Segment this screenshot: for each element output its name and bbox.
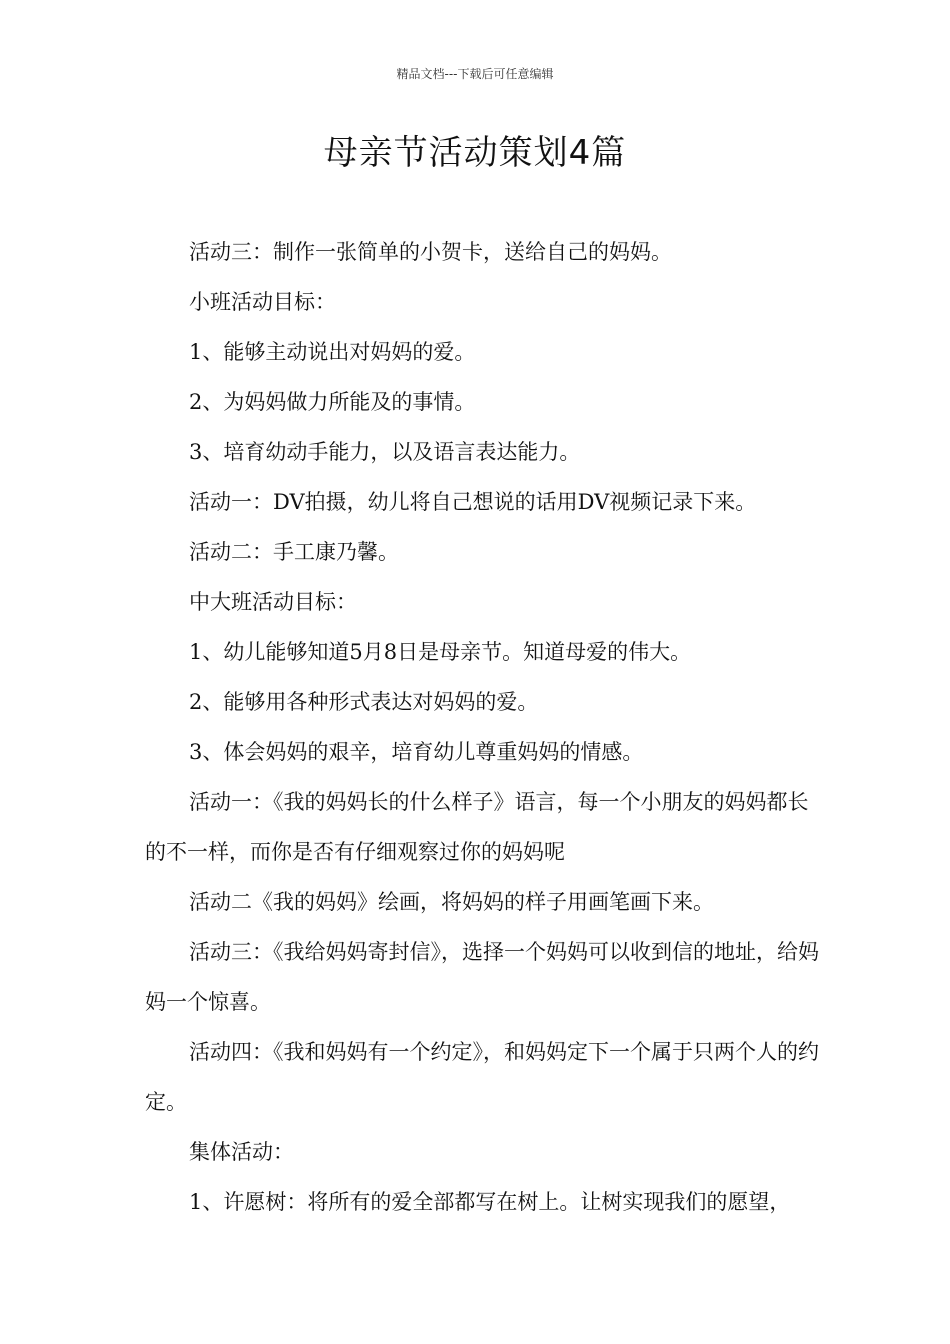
paragraph: 1、能够主动说出对妈妈的爱。	[189, 340, 476, 364]
paragraph: 1、幼儿能够知道5月8日是母亲节。知道母爱的伟大。	[189, 640, 692, 664]
paragraph: 2、能够用各种形式表达对妈妈的爱。	[189, 690, 539, 714]
paragraph: 2、为妈妈做力所能及的事情。	[189, 390, 476, 414]
page-header-note: 精品文档---下载后可任意编辑	[396, 67, 554, 81]
paragraph: 3、体会妈妈的艰辛，培育幼儿尊重妈妈的情感。	[189, 740, 644, 764]
paragraph: 1、许愿树：将所有的爱全部都写在树上。让树实现我们的愿望，	[189, 1190, 791, 1214]
paragraph: 活动一：《我的妈妈长的什么样子》语言，每一个小朋友的妈妈都长的不一样，而你是否有仔细观察过你的妈妈呢	[145, 790, 809, 864]
paragraph: 3、培育幼动手能力，以及语言表达能力。	[189, 440, 581, 464]
document-title: 母亲节活动策划4篇	[323, 133, 627, 173]
paragraph: 活动一：DV拍摄，幼儿将自己想说的话用DV视频记录下来。	[189, 490, 757, 514]
paragraph: 活动三：《我给妈妈寄封信》，选择一个妈妈可以收到信的地址，给妈妈一个惊喜。	[145, 940, 819, 1014]
paragraph: 活动四：《我和妈妈有一个约定》，和妈妈定下一个属于只两个人的约定。	[145, 1040, 819, 1114]
document-body	[145, 227, 825, 1227]
paragraph: 活动二：手工康乃馨。	[189, 540, 399, 564]
paragraph: 中大班活动目标：	[189, 590, 357, 614]
paragraph: 活动二《我的妈妈》绘画，将妈妈的样子用画笔画下来。	[189, 890, 714, 914]
paragraph: 集体活动：	[189, 1140, 294, 1164]
paragraph: 活动三：制作一张简单的小贺卡，送给自己的妈妈。	[189, 240, 672, 264]
paragraph: 小班活动目标：	[189, 290, 336, 314]
